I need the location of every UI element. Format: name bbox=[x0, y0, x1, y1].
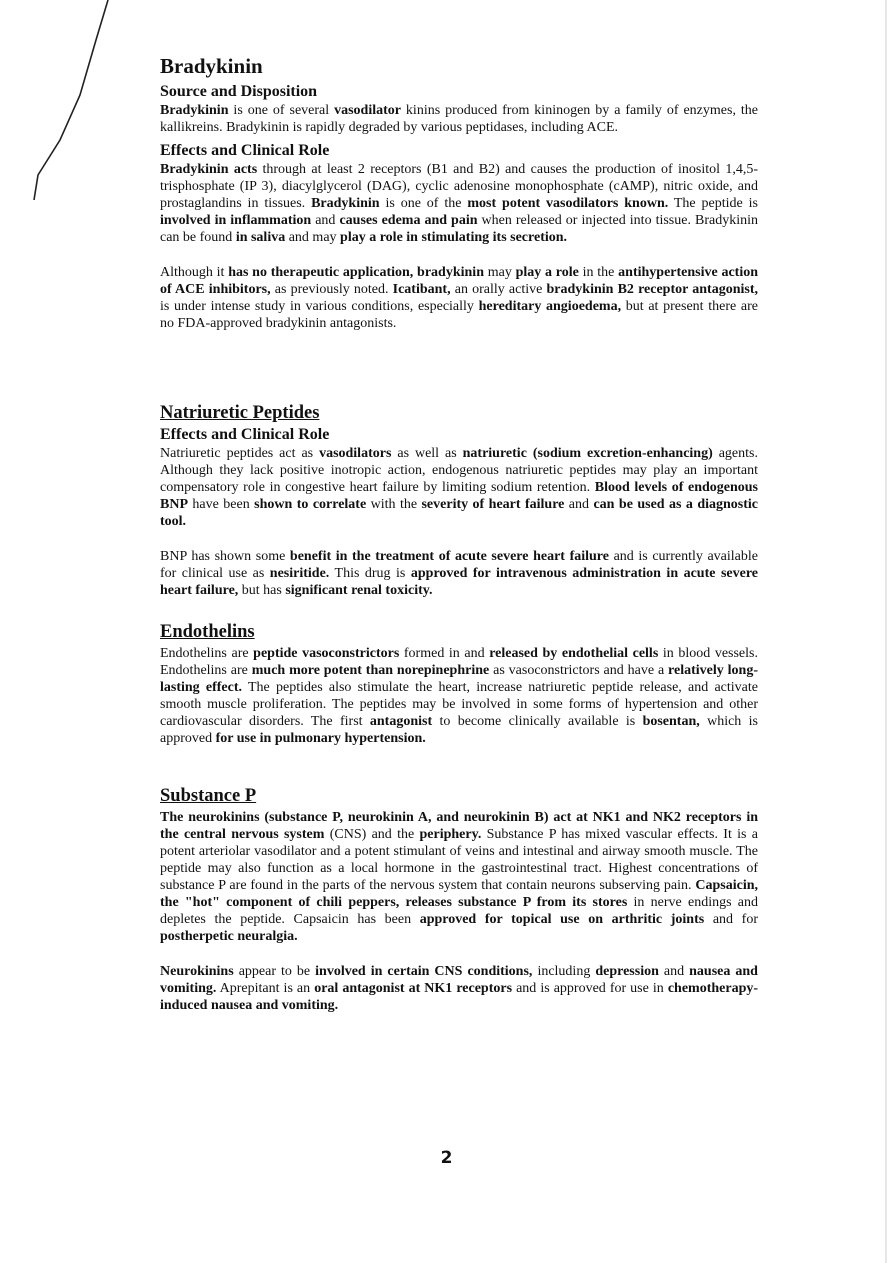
bold-text-run: antihypertensive action of ACE inhibitors, bbox=[160, 265, 759, 297]
bold-text-run: periphery. bbox=[419, 827, 482, 842]
bradykinin-section bbox=[160, 54, 758, 332]
endothelins-section bbox=[160, 622, 758, 747]
text-run: The peptides also stimulate the heart, increase natriuretic peptide release, and activate smooth muscle proliferation. The peptides may be involved in some forms of hypertension and other cardiovascular disorders. The first bbox=[160, 680, 758, 729]
natriuretic-title: Natriuretic Peptides bbox=[160, 403, 320, 423]
text-run: is one of several bbox=[228, 103, 335, 118]
bradykinin-source-paragraph bbox=[160, 102, 758, 136]
bold-text-run: approved for intravenous administration in acute severe heart failure, bbox=[160, 566, 758, 598]
bold-text-run: bosentan, bbox=[642, 714, 700, 729]
text-run: and bbox=[311, 213, 340, 228]
text-run: as previously noted. bbox=[270, 282, 393, 297]
bold-text-run: oral antagonist at NK1 receptors bbox=[314, 981, 513, 996]
bold-text-run: Capsaicin, the "hot" component of chili peppers, releases substance P from its stores bbox=[160, 878, 758, 910]
text-run: Endothelins are bbox=[160, 646, 254, 661]
bold-text-run: bradykinin B2 receptor antagonist, bbox=[546, 282, 758, 297]
text-run: including bbox=[532, 964, 596, 979]
text-run: with the bbox=[366, 497, 422, 512]
bold-text-run: severity of heart failure bbox=[421, 497, 565, 512]
text-run: have been bbox=[188, 497, 255, 512]
bold-text-run: natriuretic (sodium excretion-enhancing) bbox=[462, 446, 713, 461]
text-run: The peptide is bbox=[668, 196, 758, 211]
text-run: formed in and bbox=[399, 646, 490, 661]
page-number: 2 bbox=[440, 1148, 453, 1168]
bold-text-run: vasodilator bbox=[334, 103, 401, 118]
text-run: and is approved for use in bbox=[512, 981, 668, 996]
text-run: Natriuretic peptides act as bbox=[160, 446, 320, 461]
substance-p-title: Substance P bbox=[160, 786, 257, 806]
bold-text-run: hereditary angioedema, bbox=[478, 299, 622, 314]
text-run: and is currently available for clinical use as bbox=[160, 549, 758, 581]
text-run: but has bbox=[238, 583, 286, 598]
text-run: Substance P has mixed vascular effects. It is a potent arteriolar vasodilator and a potent stimulant of veins and intestinal and airway smooth muscle. The peptide may also function as a local hormone in the gastrointestinal tract. Highest concentrations of substance P are found in the parts of the nervous system that contain neurons subserving pain. bbox=[160, 827, 758, 893]
bold-text-run: involved in inflammation bbox=[160, 213, 312, 228]
text-run: through at least 2 receptors (B1 and B2) and causes the production of inositol 1,4,5-trisphosphate (IP 3), diacylglycerol (DAG), cyclic adenosine monophosphate (cAMP), nitric oxide, and prostaglandins in tissues. bbox=[160, 162, 758, 211]
endothelins-title: Endothelins bbox=[160, 622, 255, 642]
text-run: (CNS) and the bbox=[324, 827, 420, 842]
text-run: when released or injected into tissue. Bradykinin can be found bbox=[160, 213, 758, 245]
bold-text-run: vasodilators bbox=[319, 446, 392, 461]
bold-text-run: play a role bbox=[515, 265, 579, 280]
text-run: and for bbox=[704, 912, 758, 927]
bold-text-run: relatively long-lasting effect. bbox=[160, 663, 758, 695]
text-run: is under intense study in various conditions, especially bbox=[160, 299, 479, 314]
text-run: and bbox=[658, 964, 690, 979]
bold-text-run: depression bbox=[595, 964, 659, 979]
bold-text-run: benefit in the treatment of acute severe heart failure bbox=[289, 549, 609, 564]
text-run: Although it bbox=[160, 265, 229, 280]
source-disposition-heading: Source and Disposition bbox=[160, 83, 318, 100]
bold-text-run: approved for topical use on arthritic joints bbox=[419, 912, 705, 927]
bold-text-run: Bradykinin acts bbox=[160, 162, 258, 177]
text-run: agents. Although they lack positive inotropic action, endogenous natriuretic peptides may play an important compensatory role in congestive heart failure by limiting sodium retention. bbox=[160, 446, 758, 495]
bold-text-run: The neurokinins (substance P, neurokinin A, and neurokinin B) act at NK1 and NK2 receptors in the central nervous system bbox=[160, 810, 758, 842]
text-run: an orally active bbox=[450, 282, 547, 297]
bold-text-run: most potent vasodilators known. bbox=[467, 196, 669, 211]
bradykinin-effects-paragraph bbox=[160, 161, 758, 246]
bold-text-run: shown to correlate bbox=[254, 497, 367, 512]
text-run: and bbox=[564, 497, 594, 512]
bold-text-run: Bradykinin bbox=[311, 196, 380, 211]
substance-p-paragraph-1 bbox=[160, 809, 758, 945]
endothelins-paragraph bbox=[160, 645, 758, 747]
bold-text-run: chemotherapy-induced nausea and vomiting. bbox=[160, 981, 759, 1013]
scan-edge-shadow bbox=[885, 0, 887, 1263]
bold-text-run: nesiritide. bbox=[269, 566, 330, 581]
margin-pen-mark bbox=[30, 0, 120, 200]
text-run: Aprepitant is an bbox=[216, 981, 315, 996]
natriuretic-paragraph-1 bbox=[160, 445, 758, 530]
text-run: to become clinically available is bbox=[432, 714, 643, 729]
text-run: in nerve endings and depletes the peptide. Capsaicin has been bbox=[160, 895, 759, 927]
substance-p-paragraph-2 bbox=[160, 963, 758, 1014]
bold-text-run: Blood levels of endogenous BNP bbox=[160, 480, 759, 512]
bold-text-run: much more potent than norepinephrine bbox=[251, 663, 490, 678]
bold-text-run: has no therapeutic application, bradykinin bbox=[228, 265, 484, 280]
text-run: which is approved bbox=[160, 714, 758, 746]
bold-text-run: nausea and vomiting. bbox=[160, 964, 758, 996]
bold-text-run: postherpetic neuralgia. bbox=[160, 929, 298, 944]
text-run: in the bbox=[578, 265, 619, 280]
bold-text-run: causes edema and pain bbox=[339, 213, 478, 228]
bold-text-run: for use in pulmonary hypertension. bbox=[215, 731, 426, 746]
bold-text-run: involved in certain CNS conditions, bbox=[315, 964, 533, 979]
text-run: This drug is bbox=[329, 566, 411, 581]
text-run: BNP has shown some bbox=[160, 549, 290, 564]
bold-text-run: significant renal toxicity. bbox=[285, 583, 433, 598]
text-run: in blood vessels. Endothelins are bbox=[160, 646, 758, 678]
text-run: as vasoconstrictors and have a bbox=[489, 663, 669, 678]
natriuretic-effects-heading: Effects and Clinical Role bbox=[160, 426, 330, 443]
bold-text-run: antagonist bbox=[369, 714, 433, 729]
bold-text-run: play a role in stimulating its secretion. bbox=[340, 230, 568, 245]
bold-text-run: can be used as a diagnostic tool. bbox=[160, 497, 758, 529]
bold-text-run: Neurokinins bbox=[160, 964, 234, 979]
text-run: but at present there are no FDA-approved bradykinin antagonists. bbox=[160, 299, 758, 331]
bradykinin-therapy-paragraph bbox=[160, 264, 758, 332]
text-run: appear to be bbox=[233, 964, 316, 979]
bold-text-run: released by endothelial cells bbox=[489, 646, 659, 661]
bold-text-run: in saliva bbox=[235, 230, 286, 245]
bold-text-run: Bradykinin bbox=[160, 103, 229, 118]
text-run: kinins produced from kininogen by a family of enzymes, the kallikreins. Bradykinin is rapidly degraded by various peptidases, including ACE. bbox=[160, 103, 759, 135]
bold-text-run: Icatibant, bbox=[392, 282, 451, 297]
text-run: is one of the bbox=[379, 196, 468, 211]
text-run: as well as bbox=[391, 446, 463, 461]
bold-text-run: peptide vasoconstrictors bbox=[253, 646, 400, 661]
text-run: may bbox=[484, 265, 516, 280]
natriuretic-section bbox=[160, 403, 758, 599]
bradykinin-effects-heading: Effects and Clinical Role bbox=[160, 142, 330, 159]
bradykinin-title: Bradykinin bbox=[160, 54, 263, 78]
text-run: and may bbox=[285, 230, 341, 245]
natriuretic-paragraph-2 bbox=[160, 548, 758, 599]
substance-p-section bbox=[160, 786, 758, 1014]
